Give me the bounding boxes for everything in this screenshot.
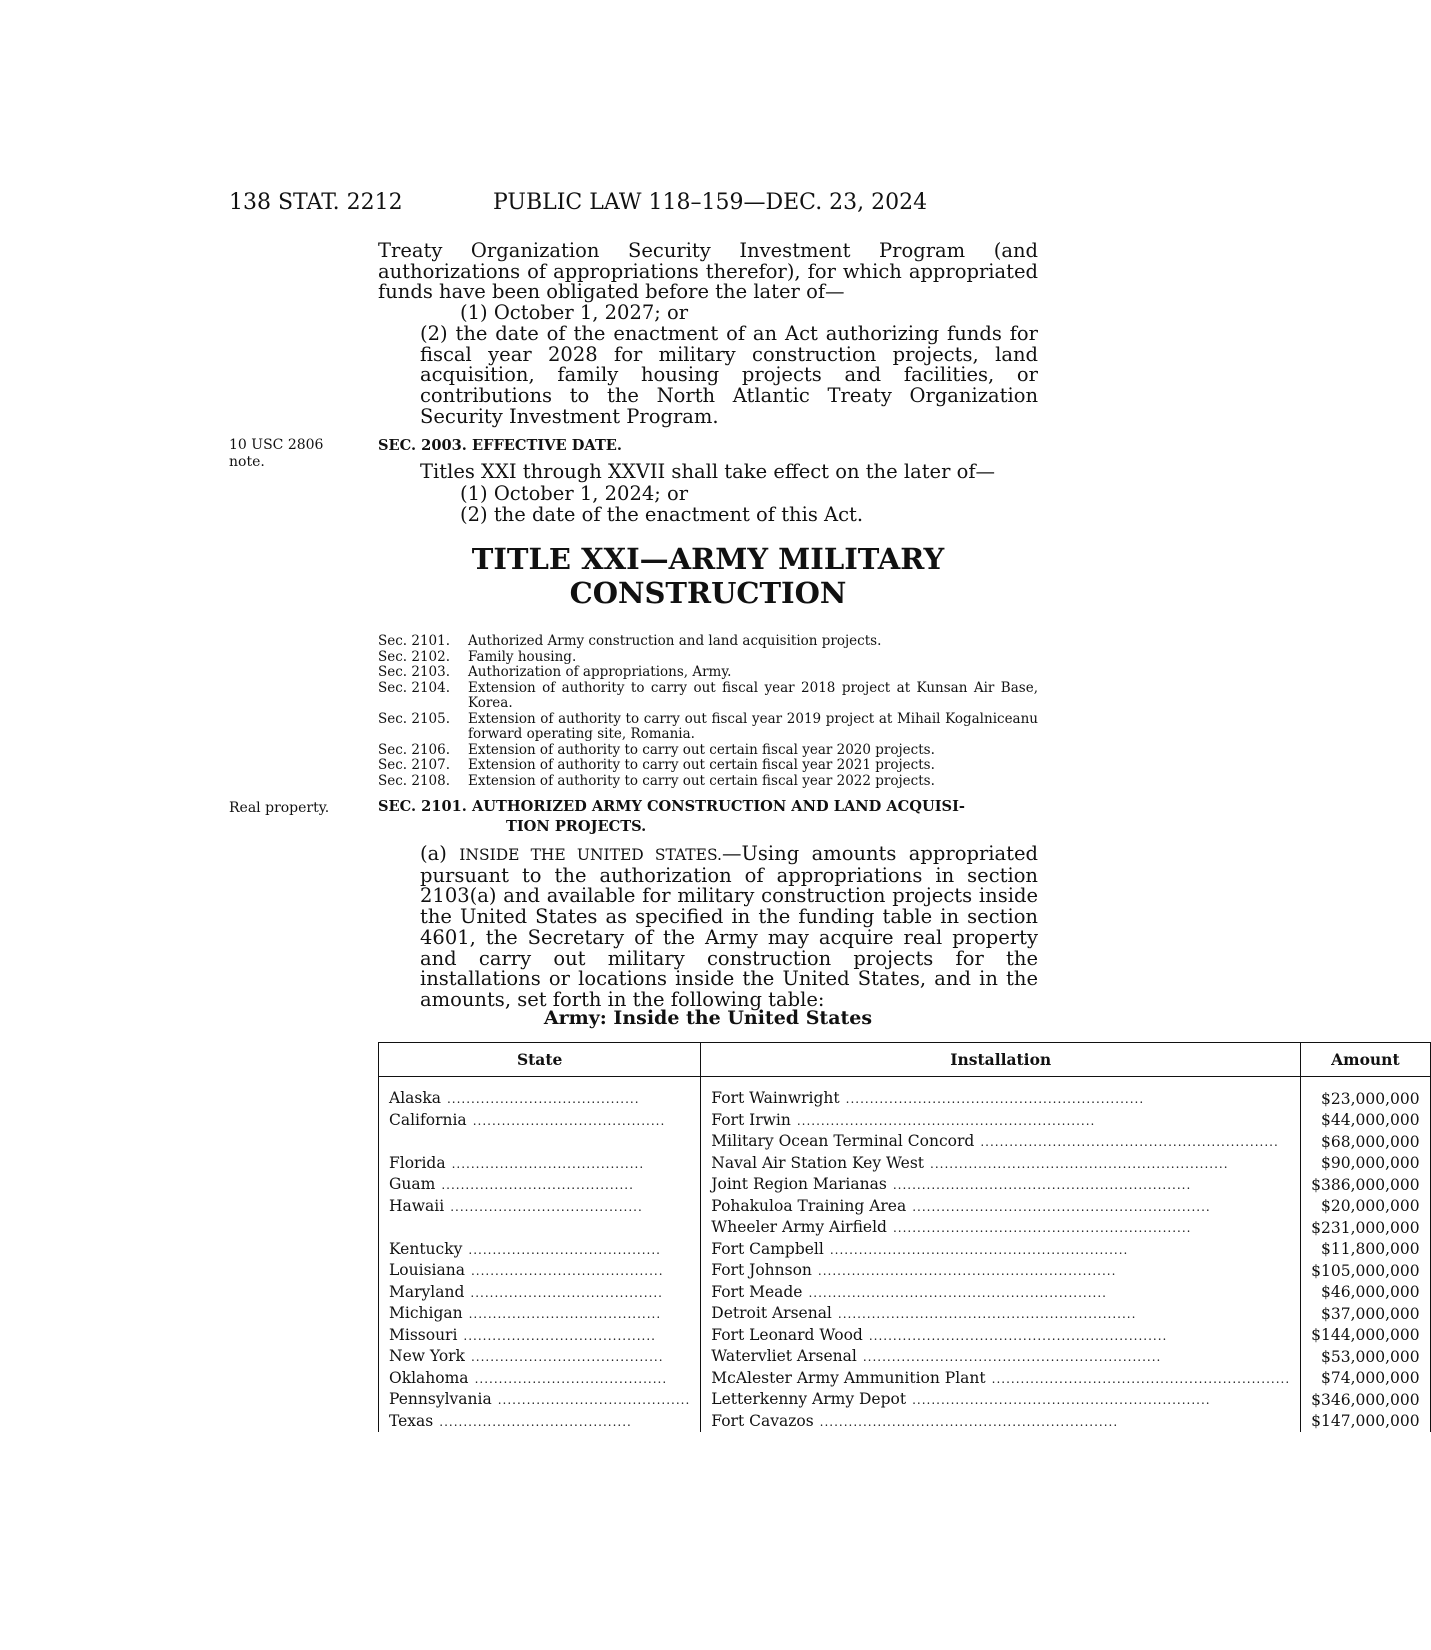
continuation-intro: Treaty Organization Security Investment Program (and authorizations of appropriations therefor), for which appropriated funds have been obligated before the later of—: [378, 239, 1038, 304]
table-row: Pennsylvania ........................................ Letterkenny Army Depot .............................................................. $346,000,000: [379, 1389, 1431, 1411]
table-header-row: [379, 1043, 1431, 1077]
cell-installation: Wheeler Army Airfield: [711, 1218, 887, 1236]
table-title: Army: Inside the United States: [543, 1007, 873, 1029]
sec-2101-paragraph-a: [378, 844, 1038, 1011]
table-row: Michigan ........................................ Detroit Arsenal .............................................................. $37,000,000: [379, 1303, 1431, 1325]
toc-item-text: Extension of authority to carry out fiscal year 2018 project at Kunsan Air Base, Korea.: [468, 679, 1038, 711]
toc-item-number: Sec. 2106.: [378, 741, 451, 758]
margin-note-usc: 10 USC 2806 note.: [229, 437, 324, 470]
cell-state: Missouri: [389, 1325, 458, 1344]
toc-item-number: Sec. 2107.: [378, 757, 451, 773]
cell-state: Alaska: [389, 1089, 441, 1107]
cell-state: New York: [389, 1347, 465, 1365]
cell-state: Kentucky: [389, 1239, 463, 1258]
toc-item: [378, 634, 1038, 650]
cell-installation: Fort Cavazos: [711, 1411, 814, 1430]
table-row: Florida ........................................ Naval Air Station Key West .............................................................. $90,000,000: [379, 1153, 1431, 1175]
cell-state: Guam: [389, 1175, 436, 1193]
cell-amount: $20,000,000: [1301, 1196, 1430, 1218]
cell-amount: $37,000,000: [1301, 1303, 1430, 1325]
cell-state: Maryland: [389, 1282, 465, 1301]
continuation-paragraph: [378, 241, 1038, 303]
toc-item-number: Sec. 2108.: [378, 772, 451, 789]
sec-2003-item-2-text: (2) the date of the enactment of this Act.: [460, 503, 864, 526]
sec-2101-heading: [378, 797, 1038, 837]
cell-state: Hawaii: [389, 1196, 445, 1215]
header-state: State: [379, 1043, 701, 1077]
paragraph-a-body: —Using amounts appropriated pursuant to the authorization of appropriations in section 2103(a) and available for military construction projects inside the United States as specified in the funding table in section 4601, the Secretary of the Army may acquire real property and carry out military construction projects for the installations or locations inside the United States, and in the amounts, set forth in the following table:: [420, 842, 1038, 1011]
toc-item: [378, 758, 1038, 774]
cell-state: Florida: [389, 1153, 446, 1172]
cell-installation: Letterkenny Army Depot: [711, 1390, 907, 1408]
cell-amount: $46,000,000: [1301, 1282, 1430, 1304]
cell-installation: Fort Campbell: [711, 1239, 824, 1258]
toc-item: [378, 650, 1038, 666]
table-row: Kentucky ........................................ Fort Campbell .............................................................. $11,800,000: [379, 1239, 1431, 1261]
cell-installation: Fort Wainwright: [711, 1089, 840, 1107]
table-row: Wheeler Army Airfield .............................................................. $231,000,000: [379, 1217, 1431, 1239]
title-line-2: CONSTRUCTION: [569, 576, 847, 610]
cell-installation: McAlester Army Ammunition Plant: [711, 1368, 986, 1387]
cell-amount: $53,000,000: [1301, 1346, 1430, 1368]
margin-note-real-property: Real property.: [229, 800, 330, 816]
cell-amount: $144,000,000: [1301, 1325, 1430, 1347]
continuation-item-1: [378, 303, 1038, 324]
toc-item: [378, 681, 1038, 712]
continuation-item-1-text: (1) October 1, 2027; or: [460, 301, 689, 324]
cell-amount: $11,800,000: [1301, 1239, 1430, 1261]
sec-2003-text: [378, 462, 1038, 483]
cell-installation: Naval Air Station Key West: [711, 1153, 925, 1172]
table-row: Guam ........................................ Joint Region Marianas .............................................................. $386,000,000: [379, 1174, 1431, 1196]
sec-2003-item-1: [378, 484, 1038, 505]
toc-item-number: Sec. 2104.: [378, 679, 451, 696]
sec-2003-text-body: Titles XXI through XXVII shall take effect on the later of—: [420, 460, 996, 483]
toc-item-number: Sec. 2103.: [378, 664, 451, 680]
header-amount: Amount: [1301, 1043, 1430, 1077]
toc-item-text: Family housing.: [468, 648, 577, 665]
sec-2003-item-1-text: (1) October 1, 2024; or: [460, 482, 689, 505]
cell-amount: $23,000,000: [1301, 1088, 1430, 1110]
table-of-contents: [378, 634, 1038, 789]
cell-installation: Fort Meade: [711, 1282, 803, 1301]
cell-state: Pennsylvania: [389, 1390, 492, 1408]
cell-amount: $90,000,000: [1301, 1153, 1430, 1175]
toc-item-text: Extension of authority to carry out certain fiscal year 2022 projects.: [468, 772, 935, 789]
title-line-1: TITLE XXI—ARMY MILITARY: [471, 542, 945, 576]
sec-2101-heading-line-2: TION PROJECTS.: [506, 818, 647, 835]
sec-2101-heading-line-1: SEC. 2101. AUTHORIZED ARMY CONSTRUCTION AND LAND ACQUISI-: [378, 798, 965, 815]
continuation-item-2-text: (2) the date of the enactment of an Act authorizing funds for fiscal year 2028 for military construction projects, land acquisition, family housing projects and facilities, or contributions to the North Atlantic Treaty Organization Security Investment Program.: [420, 322, 1038, 428]
cell-amount: $74,000,000: [1301, 1368, 1430, 1390]
table-row: Oklahoma ........................................ McAlester Army Ammunition Plant .............................................................. $74,000,000: [379, 1368, 1431, 1390]
toc-item: [378, 712, 1038, 743]
toc-item-text: Authorized Army construction and land acquisition projects.: [468, 633, 882, 649]
page-law-header: PUBLIC LAW 118–159—DEC. 23, 2024: [493, 190, 928, 215]
cell-amount: $147,000,000: [1301, 1411, 1430, 1433]
army-projects-table: [378, 1042, 1431, 1432]
sec-2101-paragraph-a-text: [378, 844, 1038, 1011]
toc-item-number: Sec. 2102.: [378, 648, 451, 665]
cell-amount: $44,000,000: [1301, 1110, 1430, 1132]
cell-installation: Military Ocean Terminal Concord: [711, 1132, 975, 1150]
cell-installation: Fort Johnson: [711, 1261, 812, 1279]
table-row: California ........................................ Fort Irwin .............................................................. $44,000,000: [379, 1110, 1431, 1132]
table-row: Texas ........................................ Fort Cavazos .............................................................. $147,000,000: [379, 1411, 1431, 1433]
table-row: Hawaii ........................................ Pohakuloa Training Area .............................................................. $20,000,000: [379, 1196, 1431, 1218]
toc-item: [378, 774, 1038, 790]
sec-2003-heading: SEC. 2003. EFFECTIVE DATE.: [378, 437, 623, 454]
cell-installation: Pohakuloa Training Area: [711, 1196, 907, 1215]
toc-item-text: Extension of authority to carry out certain fiscal year 2020 projects.: [468, 741, 935, 758]
toc-item: [378, 743, 1038, 759]
toc-item: [378, 665, 1038, 681]
table-spacer-row: [379, 1077, 1431, 1089]
toc-item-text: Authorization of appropriations, Army.: [468, 664, 732, 680]
title-heading: [378, 542, 1038, 610]
cell-amount: $386,000,000: [1301, 1174, 1430, 1196]
continuation-item-2: [378, 324, 1038, 428]
cell-state: Michigan: [389, 1304, 463, 1322]
cell-installation: Joint Region Marianas: [711, 1175, 887, 1193]
cell-amount: $346,000,000: [1301, 1389, 1430, 1411]
toc-item-number: Sec. 2105.: [378, 710, 451, 727]
paragraph-a-label: (a): [420, 842, 447, 865]
header-installation: Installation: [701, 1043, 1301, 1077]
cell-state: California: [389, 1110, 467, 1129]
cell-installation: Fort Leonard Wood: [711, 1325, 863, 1344]
table-row: Alaska ........................................ Fort Wainwright .............................................................. $23,000,000: [379, 1088, 1431, 1110]
table-row: Maryland ........................................ Fort Meade .............................................................. $46,000,000: [379, 1282, 1431, 1304]
sec-2003-item-2: [378, 505, 1038, 526]
table-row: Louisiana ........................................ Fort Johnson .............................................................. $105,000,000: [379, 1260, 1431, 1282]
table-row: Military Ocean Terminal Concord .............................................................. $68,000,000: [379, 1131, 1431, 1153]
cell-installation: Watervliet Arsenal: [711, 1347, 857, 1365]
toc-item-text: Extension of authority to carry out certain fiscal year 2021 projects.: [468, 757, 935, 773]
toc-item-number: Sec. 2101.: [378, 633, 451, 649]
cell-state: Texas: [389, 1411, 434, 1430]
page-stat-citation: 138 STAT. 2212: [229, 190, 403, 215]
cell-amount: $231,000,000: [1301, 1217, 1430, 1239]
cell-amount: $68,000,000: [1301, 1131, 1430, 1153]
cell-installation: Detroit Arsenal: [711, 1304, 832, 1322]
toc-item-text: Extension of authority to carry out fiscal year 2019 project at Mihail Kogalniceanu forward operating site, Romania.: [468, 710, 1038, 742]
cell-state: Oklahoma: [389, 1368, 469, 1387]
cell-state: Louisiana: [389, 1261, 465, 1279]
cell-installation: Fort Irwin: [711, 1110, 791, 1129]
cell-amount: $105,000,000: [1301, 1260, 1430, 1282]
table-row: Missouri ........................................ Fort Leonard Wood .............................................................. $144,000,000: [379, 1325, 1431, 1347]
table-row: New York ........................................ Watervliet Arsenal .............................................................. $53,000,000: [379, 1346, 1431, 1368]
paragraph-a-caption: INSIDE THE UNITED STATES.: [459, 846, 722, 864]
